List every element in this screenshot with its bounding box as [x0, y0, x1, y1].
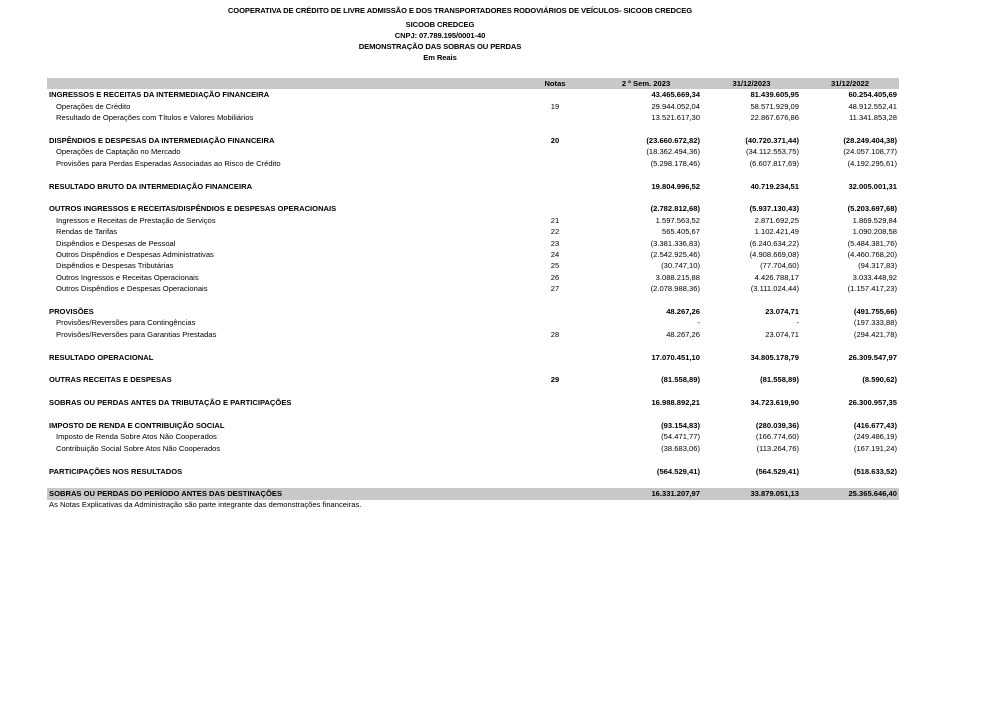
row-label: Provisões/Reversões para Contingências	[56, 318, 196, 328]
spacer-row	[47, 477, 899, 488]
row-note	[520, 112, 590, 123]
row-label: RESULTADO OPERACIONAL	[49, 352, 154, 362]
value-2022: (4.192.295,61)	[847, 158, 897, 168]
currency-unit: Em Reais	[423, 53, 457, 62]
value-2022: 1.869.529,84	[852, 215, 897, 225]
row-label: PARTICIPAÇÕES NOS RESULTADOS	[49, 466, 183, 476]
table-row	[47, 443, 899, 454]
value-2022: 11.341.853,28	[849, 113, 897, 123]
value-2nd-sem-2023: -	[697, 318, 700, 328]
value-2nd-sem-2023: 19.804.996,52	[651, 181, 700, 191]
row-label: Contribuição Social Sobre Atos Não Cooperados	[56, 443, 221, 453]
row-note	[520, 306, 590, 317]
value-2022: (416.677,43)	[853, 421, 897, 431]
row-note	[520, 443, 590, 454]
row-note	[520, 89, 590, 100]
total-row	[47, 488, 899, 499]
row-note: 28	[550, 329, 560, 339]
value-2023: (81.558,89)	[760, 375, 799, 385]
value-2nd-sem-2023: 43.465.669,34	[651, 90, 700, 100]
table-row	[47, 101, 899, 112]
header-2023: 31/12/2023	[702, 78, 801, 89]
value-2023: (77.704,60)	[760, 261, 799, 271]
value-2022: 26.300.957,35	[848, 398, 897, 408]
row-label: Imposto de Renda Sobre Atos Não Cooperados	[56, 432, 217, 442]
row-note	[520, 420, 590, 431]
row-label: DISPÊNDIOS E DESPESAS DA INTERMEDIAÇÃO FINANCEIRA	[49, 136, 275, 146]
table-row	[47, 374, 899, 385]
value-2022: (94.317,83)	[858, 261, 897, 271]
income-statement-table	[47, 78, 899, 500]
row-label: RESULTADO BRUTO DA INTERMEDIAÇÃO FINANCEIRA	[49, 181, 253, 191]
spacer	[47, 192, 899, 203]
value-2022: (5.484.381,76)	[847, 238, 897, 248]
value-2nd-sem-2023: (2.782.812,68)	[650, 204, 700, 214]
row-note: 19	[550, 101, 560, 111]
row-label: OUTRAS RECEITAS E DESPESAS	[49, 375, 172, 385]
table-row	[47, 260, 899, 271]
row-label: Outros Dispêndios e Despesas Administrativas	[56, 250, 214, 260]
value-2nd-sem-2023: (93.154,83)	[661, 421, 700, 431]
table-row	[47, 158, 899, 169]
row-label: INGRESSOS E RECEITAS DA INTERMEDIAÇÃO FINANCEIRA	[49, 90, 270, 100]
row-label: Ingressos e Receitas de Prestação de Serviços	[56, 215, 216, 225]
row-label: OUTROS INGRESSOS E RECEITAS/DISPÊNDIOS E DESPESAS OPERACIONAIS	[49, 204, 337, 214]
row-label: PROVISÕES	[49, 307, 94, 317]
row-note: 24	[550, 250, 560, 260]
value-2023: (4.908.669,08)	[749, 250, 799, 260]
value-2023: 34.723.619,90	[750, 398, 799, 408]
value-2022: 32.005.001,31	[848, 181, 897, 191]
short-name: SICOOB CREDCEG	[405, 20, 475, 29]
row-label: Rendas de Tarifas	[56, 227, 118, 237]
value-2nd-sem-2023: (2.542.925,46)	[650, 250, 700, 260]
row-note: 27	[550, 284, 560, 294]
header-2nd-sem-2023: 2 º Sem. 2023	[590, 78, 702, 89]
value-2022: (4.460.768,20)	[847, 250, 897, 260]
value-2022: (167.191,24)	[853, 443, 897, 453]
table-row	[47, 397, 899, 408]
spacer-row	[47, 295, 899, 306]
value-2nd-sem-2023: 13.521.617,30	[651, 113, 700, 123]
table-row	[47, 283, 899, 294]
row-note	[520, 181, 590, 192]
table-row	[47, 226, 899, 237]
value-2023: 34.805.178,79	[750, 352, 799, 362]
spacer-row	[47, 409, 899, 420]
row-note	[520, 431, 590, 442]
value-2023: -	[796, 318, 799, 328]
row-note	[520, 146, 590, 157]
table-row	[47, 215, 899, 226]
row-label: Resultado de Operações com Títulos e Valores Mobiliários	[56, 113, 254, 123]
table-row	[47, 306, 899, 317]
row-note: 23	[550, 238, 560, 248]
value-2023: 23.074,71	[765, 307, 799, 317]
value-2nd-sem-2023: (23.660.672,82)	[646, 136, 700, 146]
value-2nd-sem-2023: (2.078.988,36)	[650, 284, 700, 294]
value-2022: (518.633,52)	[853, 466, 897, 476]
table-row	[47, 272, 899, 283]
value-2023: (6.607.817,69)	[749, 158, 799, 168]
row-note	[520, 317, 590, 328]
spacer	[47, 169, 899, 180]
table-row	[47, 146, 899, 157]
value-2022: (294.421,78)	[853, 329, 897, 339]
row-label: IMPOSTO DE RENDA E CONTRIBUIÇÃO SOCIAL	[49, 421, 225, 431]
row-note: 20	[550, 136, 560, 146]
spacer-row	[47, 363, 899, 374]
cnpj: CNPJ: 07.789.195/0001-40	[394, 31, 486, 40]
row-note: 29	[550, 375, 560, 385]
value-2022: (1.157.417,23)	[847, 284, 897, 294]
value-2nd-sem-2023: 565.405,67	[661, 227, 700, 237]
value-2023: 4.426.788,17	[754, 272, 799, 282]
value-2022: (28.249.404,38)	[843, 136, 897, 146]
value-2022: 48.912.552,41	[848, 101, 897, 111]
value-2022: (5.203.697,68)	[847, 204, 897, 214]
table-row	[47, 249, 899, 260]
table-row	[47, 317, 899, 328]
value-2nd-sem-2023: (30.747,10)	[661, 261, 700, 271]
table-row	[47, 420, 899, 431]
table-row	[47, 431, 899, 442]
row-note: 21	[550, 215, 560, 225]
row-label: SOBRAS OU PERDAS DO PERÍODO ANTES DAS DESTINAÇÕES	[47, 488, 520, 499]
value-2022: (8.590,62)	[862, 375, 897, 385]
value-2nd-sem-2023: 29.944.052,04	[651, 101, 700, 111]
header-notes: Notas	[520, 78, 590, 89]
value-2023: 23.074,71	[765, 329, 799, 339]
header-label	[47, 78, 520, 89]
table-row	[47, 203, 899, 214]
table-row	[47, 181, 899, 192]
spacer	[47, 454, 899, 465]
row-label: Operações de Captação no Mercado	[56, 147, 181, 157]
value-2023: 33.879.051,13	[702, 488, 801, 499]
table-row	[47, 89, 899, 100]
row-note: 26	[550, 272, 560, 282]
row-note: 22	[550, 227, 560, 237]
row-note: 25	[550, 261, 560, 271]
value-2nd-sem-2023: 48.267,26	[666, 329, 700, 339]
value-2023: 40.719.234,51	[750, 181, 799, 191]
value-2023: (3.111.024,44)	[750, 284, 799, 294]
value-2023: (564.529,41)	[755, 466, 799, 476]
value-2022: (249.486,19)	[853, 432, 897, 442]
row-note	[520, 488, 590, 499]
row-note	[520, 397, 590, 408]
value-2022: 26.309.547,97	[848, 352, 897, 362]
value-2nd-sem-2023: (54.471,77)	[661, 432, 700, 442]
value-2023: (34.112.553,75)	[745, 147, 799, 157]
value-2nd-sem-2023: (564.529,41)	[656, 466, 700, 476]
spacer-row	[47, 169, 899, 180]
value-2023: 22.867.676,86	[750, 113, 799, 123]
row-label: Dispêndios e Despesas de Pessoal	[56, 238, 176, 248]
row-label: Operações de Crédito	[56, 101, 131, 111]
company-name: COOPERATIVA DE CRÉDITO DE LIVRE ADMISSÃO E DOS TRANSPORTADORES RODOVIÁRIOS DE VEÍCULOS- SICOOB CREDCEG	[227, 6, 693, 15]
value-2nd-sem-2023: 16.331.207,97	[590, 488, 702, 499]
table-row	[47, 329, 899, 340]
value-2023: (166.774,60)	[755, 432, 799, 442]
footnote: As Notas Explicativas da Administração são parte integrante das demonstrações financeiras.	[49, 500, 362, 509]
table-header-row	[47, 78, 899, 89]
row-label: Outros Ingressos e Receitas Operacionais	[56, 272, 199, 282]
value-2022: (197.333,88)	[853, 318, 897, 328]
row-label: Dispêndios e Despesas Tributárias	[56, 261, 174, 271]
row-label: Provisões para Perdas Esperadas Associadas ao Risco de Crédito	[56, 158, 281, 168]
value-2nd-sem-2023: 16.988.892,21	[651, 398, 700, 408]
value-2nd-sem-2023: (3.381.336,83)	[650, 238, 700, 248]
row-note	[520, 352, 590, 363]
value-2nd-sem-2023: 17.070.451,10	[651, 352, 700, 362]
spacer	[47, 409, 899, 420]
spacer	[47, 363, 899, 374]
table-row	[47, 352, 899, 363]
row-label: Outros Dispêndios e Despesas Operacionais	[56, 284, 208, 294]
table-row	[47, 466, 899, 477]
spacer	[47, 124, 899, 135]
row-label: SOBRAS OU PERDAS ANTES DA TRIBUTAÇÃO E PARTICIPAÇÕES	[49, 398, 292, 408]
value-2022: 25.365.646,40	[801, 488, 899, 499]
value-2nd-sem-2023: (5.298.178,46)	[650, 158, 700, 168]
row-note	[520, 158, 590, 169]
header-2022: 31/12/2022	[801, 78, 899, 89]
value-2022: (24.057.108,77)	[843, 147, 897, 157]
value-2nd-sem-2023: 3.088.215,88	[655, 272, 700, 282]
value-2023: 58.571.929,09	[750, 101, 799, 111]
row-label: Provisões/Reversões para Garantias Prestadas	[56, 329, 217, 339]
value-2023: (280.039,36)	[755, 421, 799, 431]
value-2nd-sem-2023: (18.362.494,36)	[646, 147, 700, 157]
table-row	[47, 135, 899, 146]
value-2nd-sem-2023: (38.683,06)	[661, 443, 700, 453]
value-2022: 1.090.208,58	[852, 227, 897, 237]
value-2023: (5.937.130,43)	[749, 204, 799, 214]
spacer-row	[47, 124, 899, 135]
table-row	[47, 238, 899, 249]
row-note	[520, 203, 590, 214]
value-2022: 3.033.448,92	[852, 272, 897, 282]
value-2022: 60.254.405,69	[848, 90, 897, 100]
value-2023: 1.102.421,49	[754, 227, 799, 237]
spacer	[47, 295, 899, 306]
value-2nd-sem-2023: 48.267,26	[666, 307, 700, 317]
value-2022: (491.755,66)	[853, 307, 897, 317]
value-2023: (113.264,76)	[756, 443, 799, 453]
spacer	[47, 477, 899, 488]
spacer-row	[47, 454, 899, 465]
statement-title: DEMONSTRAÇÃO DAS SOBRAS OU PERDAS	[358, 42, 522, 51]
table-row	[47, 112, 899, 123]
value-2023: (6.240.634,22)	[749, 238, 799, 248]
value-2nd-sem-2023: 1.597.563,52	[655, 215, 700, 225]
value-2023: 2.871.692,25	[754, 215, 799, 225]
value-2023: (40.720.371,44)	[745, 136, 799, 146]
value-2023: 81.439.605,95	[750, 90, 799, 100]
spacer-row	[47, 386, 899, 397]
row-note	[520, 466, 590, 477]
value-2nd-sem-2023: (81.558,89)	[661, 375, 700, 385]
spacer	[47, 340, 899, 351]
spacer-row	[47, 192, 899, 203]
spacer-row	[47, 340, 899, 351]
spacer	[47, 386, 899, 397]
